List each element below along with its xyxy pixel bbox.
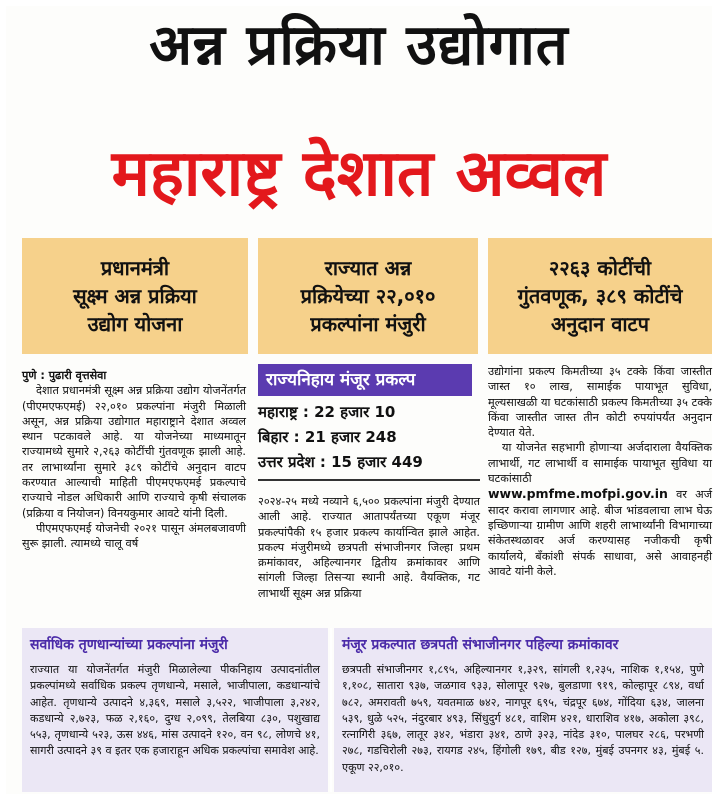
district-box-body: छत्रपती संभाजीनगर १,८९५, अहिल्यानगर १,३२९, सांगली १,२३५, नाशिक १,१५४, पुणे १,१०८, सातारा ९३७, जळगाव ९३३, सोलापूर ९२७, बुलडाणा ९१९, कोल्हापूर ८९४, वर्धा ७८२, अमरावती ७५९, यवतमाळ ७४२, नागपूर ६९५, चंद्रपूर ६७४, गोंदिया ६३४, जालना ५३९, धुळे ५२५, नंदुरबार ४९३, सिंधुदुर्ग ४८१, वाशिम ४२१, धाराशिव ४१७, अकोला ३९८, रत्नागिरी ३६७, लातूर ३४२, भंडारा ३४१, ठाणे ३२३, नांदेड ३१०, पालघर २८६, परभणी २७८, गडचिरोली २७३, रायगड २४५, हिंगोली १७९, बीड १२७, मुंबई उपनगर ४३, मुंबई ५. एकूण २२,०१०. [342,663,704,774]
column1-paragraph2: पीएमएफएमई योजनेची २०२१ पासून अंमलबजावणी सुरू झाली. त्यामध्ये चालू वर्ष [22,521,246,551]
state-row [258,400,480,425]
highlight-box-scheme: प्रधानमंत्री सूक्ष्म अन्न प्रक्रिया उद्योग योजना [22,238,248,354]
dateline: पुणे : पुढारी वृत्तसेवा [22,369,107,382]
box-divider [330,628,332,792]
state-value: 15 हजार 449 [331,453,423,471]
website-link[interactable]: www.pmfme.mofpi.gov.in [488,486,668,502]
cereals-box-body: राज्यात या योजनेंतर्गत मंजुरी मिळालेल्या पीकनिहाय उत्पादनांतील प्रकल्पांमध्ये सर्वाधिक प्रकल्प तृणधान्ये, मसाले, भाजीपाला, कडधान्यांचे आहेत. तृणधान्ये उत्पादने ४,३६९, मसाले ३,५२२, भाजीपाला ३,२४२, कडधान्ये २,७२३, फळ २,१६०, दुग्ध २,०९९, तेलबिया ८३०, पशुखाद्य ५५३, तृणधान्ये ५२३, ऊस ४४६, मांस उत्पादने १२०, वन ९८, लोणचे ४१, सागरी उत्पादने ३९ व इतर एक हजाराहून अधिक प्रकल्पांचा समावेश आहे. [30,663,320,758]
cereals-box [22,628,328,792]
state-name: महाराष्ट्र : [258,403,309,421]
column3-paragraph2-start: या योजनेत सहभागी होणाऱ्या अर्जदाराला वैयक्तिक लाभार्थी, गट लाभार्थी व सामाईक पायाभूत सुविधा या घटकांसाठी [488,441,712,486]
highlight-box-approvals: राज्यात अन्न प्रक्रियेच्या २२,०१० प्रकल्पांना मंजुरी [258,238,478,354]
column3-paragraph2 [488,440,712,579]
article-column-3 [488,364,712,579]
divider [258,479,480,481]
article-column-2 [258,494,480,601]
district-box [334,628,712,792]
newspaper-clipping [6,6,712,794]
headline-line1: अन्न प्रक्रिया उद्योगात [149,13,569,78]
headline-line2: महाराष्ट्र देशात अव्वल [111,137,607,211]
district-box-title: मंजूर प्रकल्पात छत्रपती संभाजीनगर पहिल्या क्रमांकावर [342,637,619,653]
state-value: 21 हजार 248 [304,428,397,446]
highlight-box-investment: २२६३ कोटींची गुंतवणूक, ३८९ कोटींचे अनुदान वाटप [488,238,712,354]
statewise-list [258,400,480,485]
state-value: 22 हजार 10 [314,403,396,421]
article-column-1 [22,368,246,552]
state-name: उत्तर प्रदेश : [258,453,326,471]
column3-paragraph1: उद्योगांना प्रकल्प किमतीच्या ३५ टक्के किंवा जास्तीत जास्त १० लाख, सामाईक पायाभूत सुविधा, मूल्यसाखळी या घटकांसाठी प्रकल्प किमतीच्या ३५ टक्के किंवा जास्तीत जास्त तीन कोटी रुपयांपर्यंत अनुदान देण्यात येते. [488,365,712,440]
state-row [258,450,480,475]
state-name: बिहार : [258,428,300,446]
cereals-box-title: सर्वाधिक तृणधान्यांच्या प्रकल्पांना मंजुरी [30,637,228,653]
column3-paragraph2-end: वर अर्ज सादर करावा लागणार आहे. बीज भांडवलाचा लाभ घेऊ इच्छिणाऱ्या ग्रामीण आणि शहरी लाभार्थ्यांनी विभागाच्या संकेतस्थळावर अर्ज करण्यासह नजीकची कृषी कार्यालये, बँकांशी संपर्क साधावा, असे आवाहनही आवटे यांनी केले. [488,488,712,578]
column2-paragraph1: २०२४-२५ मध्ये नव्याने ६,५०० प्रकल्पांना मंजुरी देण्यात आली आहे. राज्यात आतापर्यंतच्या एकूण मंजूर प्रकल्पांपैकी १५ हजार प्रकल्प कार्यान्वित झाले आहेत. प्रकल्प मंजुरीमध्ये छत्रपती संभाजीनगर जिल्हा प्रथम क्रमांकावर, अहिल्यानगर द्वितीय क्रमांकावर आणि सांगली जिल्हा तिसऱ्या स्थानी आहे. वैयक्तिक, गट लाभार्थी सूक्ष्म अन्न प्रक्रिया [258,495,480,600]
state-row [258,425,480,450]
statewise-title: राज्यनिहाय मंजूर प्रकल्प [258,364,472,396]
column1-paragraph1: देशात प्रधानमंत्री सूक्ष्म अन्न प्रक्रिया उद्योग योजनेंतर्गत (पीएमएफएमई) २२,०१० प्रकल्पांना मंजुरी मिळाली असून, अन्न प्रक्रिया उद्योगात महाराष्ट्राने देशात अव्वल स्थान पटकावले आहे. या योजनेच्या माध्यमातून राज्यामध्ये सुमारे २,२६३ कोटींची गुंतवणूक झाली आहे. तर लाभार्थ्यांना सुमारे ३८९ कोटींचे अनुदान वाटप करण्यात आल्याची माहिती पीएमएफएमई प्रकल्पाचे राज्याचे नोडल अधिकारी आणि राज्याचे कृषी संचालक (प्रक्रिया व नियोजन) विनयकुमार आवटे यांनी दिली. [22,384,246,520]
